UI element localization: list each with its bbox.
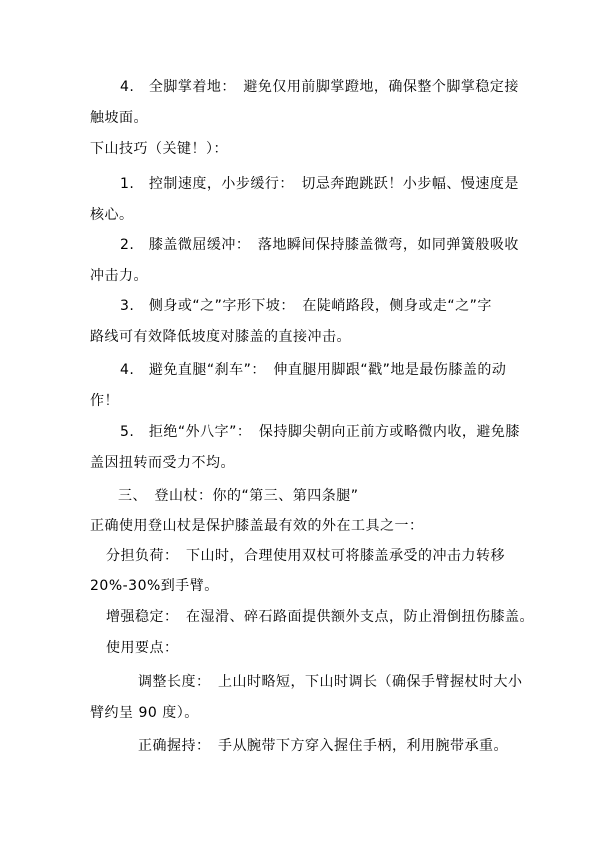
paragraph-line: 增强稳定： 在湿滑、碎石路面提供额外支点，防止滑倒扭伤膝盖。 bbox=[106, 609, 534, 625]
paragraph-line: 冲击力。 bbox=[90, 268, 148, 284]
paragraph-line: 使用要点： bbox=[106, 640, 179, 656]
paragraph-line: 路线可有效降低坡度对膝盖的直接冲击。 bbox=[90, 329, 351, 345]
paragraph-line: 盖因扭转而受力不均。 bbox=[90, 455, 235, 471]
paragraph-line: 调整长度： 上山时略短，下山时调长（确保手臂握杖时大小 bbox=[138, 674, 523, 690]
paragraph-line: 正确使用登山杖是保护膝盖最有效的外在工具之一： bbox=[90, 518, 424, 534]
paragraph-line: 1. 控制速度，小步缓行： 切忌奔跑跳跃！小步幅、慢速度是 bbox=[120, 176, 519, 192]
paragraph-line: 5. 拒绝“外八字”： 保持脚尖朝向正前方或略微内收，避免膝 bbox=[120, 424, 520, 440]
paragraph-line: 4. 避免直腿“刹车”： 伸直腿用脚跟“戳”地是最伤膝盖的动 bbox=[120, 362, 507, 378]
paragraph-line: 20%-30%到手臂。 bbox=[90, 578, 219, 594]
paragraph-line: 作！ bbox=[90, 393, 119, 409]
paragraph-line: 分担负荷： 下山时，合理使用双杖可将膝盖承受的冲击力转移 bbox=[106, 548, 505, 564]
paragraph-line: 核心。 bbox=[90, 207, 134, 223]
paragraph-line: 4. 全脚掌着地： 避免仅用前脚掌蹬地，确保整个脚掌稳定接 bbox=[120, 79, 519, 95]
section-heading: 三、 登山杖：你的“第三、第四条腿” bbox=[118, 488, 359, 504]
paragraph-line: 2. 膝盖微屈缓冲： 落地瞬间保持膝盖微弯，如同弹簧般吸收 bbox=[120, 237, 519, 253]
paragraph-line: 臂约呈 90 度）。 bbox=[90, 705, 199, 721]
section-heading: 下山技巧（关键！）： bbox=[90, 141, 228, 157]
paragraph-line: 正确握持： 手从腕带下方穿入握住手柄，利用腕带承重。 bbox=[138, 738, 508, 754]
paragraph-line: 触坡面。 bbox=[90, 110, 148, 126]
paragraph-line: 3. 侧身或“之”字形下坡： 在陡峭路段，侧身或走“之”字 bbox=[120, 298, 492, 314]
